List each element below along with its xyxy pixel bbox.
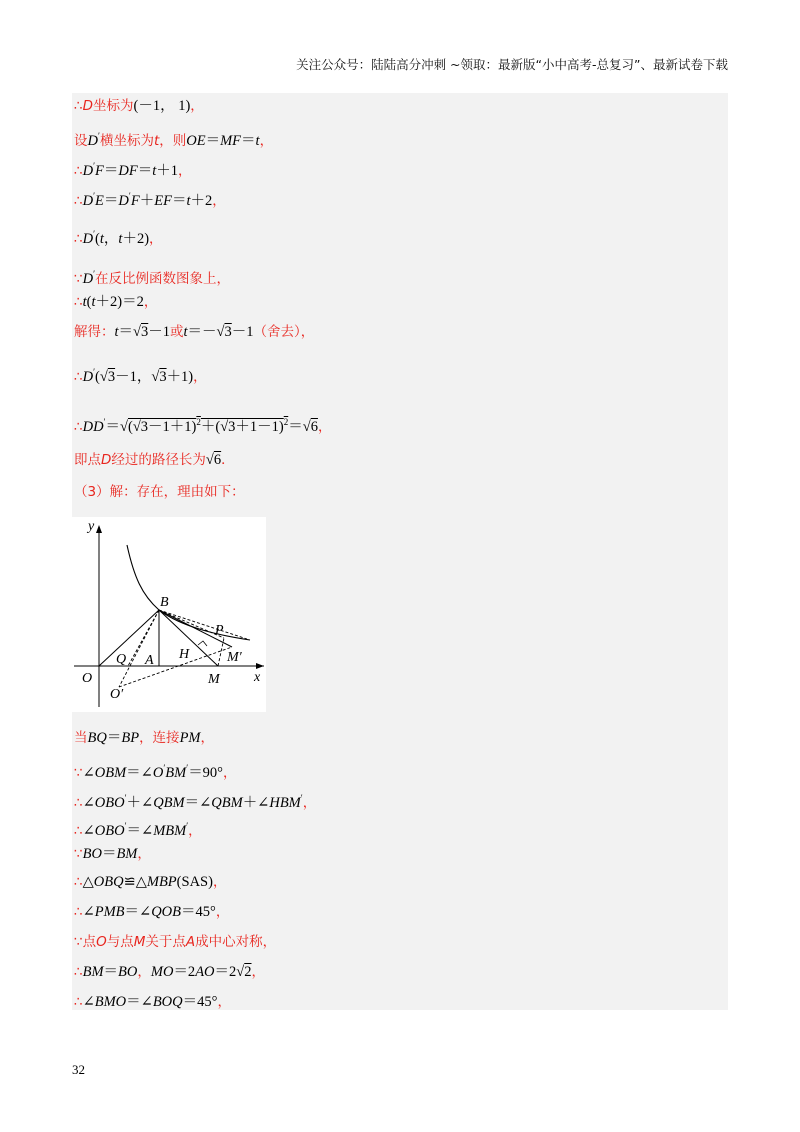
coordinate-diagram: [72, 517, 266, 712]
solution-line: ∴D′F＝DF＝t＋1，: [74, 161, 192, 179]
segment-BQ: [128, 610, 159, 666]
label-y: y: [88, 519, 95, 534]
page-number: 32: [72, 1062, 85, 1077]
segment-BO-prime: [119, 610, 159, 687]
solution-line: ∴BM＝BO，MO＝2AO＝2√2，: [74, 964, 265, 980]
solution-line: ∴∠PMB＝∠QOB＝45°，: [74, 904, 230, 920]
label-A: A: [145, 653, 154, 668]
label-O-prime: O′: [110, 687, 124, 702]
solution-line: ∴D′(√3－1，√3＋1)，: [74, 367, 207, 385]
label-x: x: [254, 670, 261, 685]
label-M: M: [208, 672, 220, 687]
page-header: 关注公众号：陆陆高分冲刺 ~领取：最新版“小中高考-总复习”、最新试卷下载: [296, 57, 728, 72]
solution-line: 解得：t＝√3－1或t＝－√3－1（舍去），: [74, 324, 315, 340]
solution-line: ∵∠OBM＝∠O′BM′＝90°，: [74, 763, 237, 781]
solution-line: 当BQ＝BP，连接PM，: [74, 730, 214, 746]
solution-line: ∴∠BMO＝∠BOQ＝45°，: [74, 994, 231, 1010]
tangent-dashed: [159, 610, 247, 639]
right-angle-mark: [198, 641, 207, 646]
solution-line: ∴∠OBO′＝∠MBM′，: [74, 821, 202, 839]
solution-line: ∴△OBQ≌△MBP(SAS)，: [74, 874, 227, 890]
solution-line: ∵D′在反比例函数图象上，: [74, 269, 231, 287]
solution-line: ∴D′E＝D′F＋EF＝t＋2，: [74, 191, 226, 209]
solution-line: ∴∠OBO′＋∠QBM＝∠QBM＋∠HBM′，: [74, 793, 317, 811]
label-Q: Q: [116, 652, 127, 667]
label-O: O: [82, 671, 93, 686]
label-B: B: [160, 595, 169, 610]
hyperbola-curve: [127, 545, 250, 640]
solution-line: ∵BO＝BM，: [74, 846, 151, 862]
solution-line: ∴D坐标为(－1， 1)，: [74, 98, 204, 114]
solution-line: （3）解：存在，理由如下：: [74, 484, 245, 500]
solution-line: 即点D经过的路径长为√6．: [74, 452, 235, 468]
solution-line: $\therefore DD'=√(√3-1+1)^2+(√3+1-1)^2=√6$，: [74, 417, 332, 435]
solution-line: 设D′横坐标为t，则OE＝MF＝t，: [74, 131, 274, 149]
solution-line: ∴D′(t，t＋2)，: [74, 229, 163, 247]
geometry-figure: [72, 517, 266, 712]
label-P: P: [215, 623, 224, 638]
label-H: H: [179, 647, 190, 662]
label-M-prime: M′: [227, 650, 242, 665]
solution-line: ∵点O与点M关于点A成中心对称，: [74, 934, 277, 950]
solution-line: ∴t(t＋2)＝2，: [74, 294, 158, 310]
